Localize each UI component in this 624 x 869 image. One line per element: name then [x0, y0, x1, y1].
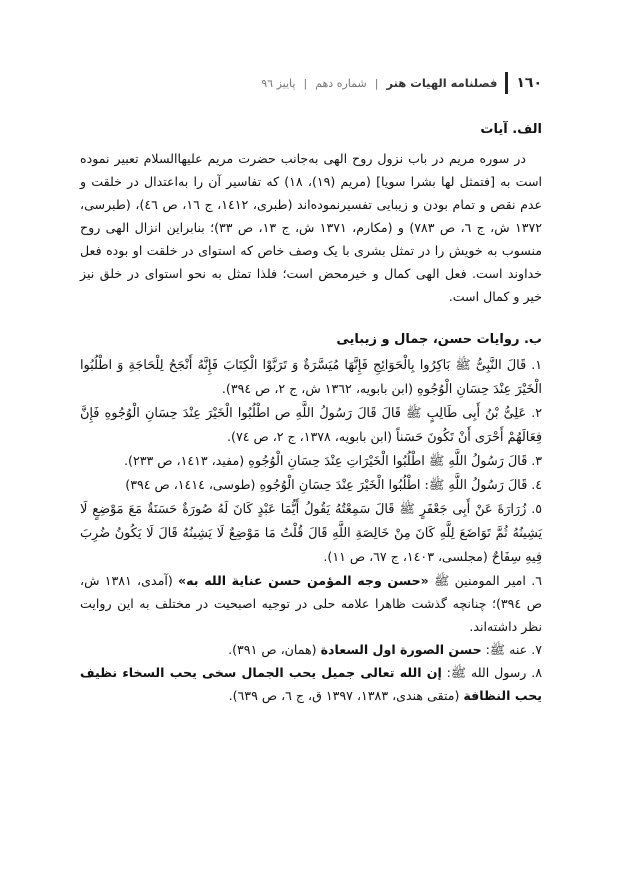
item-number: ٨.	[531, 665, 542, 680]
narrator: رسول الله ﷺ:	[441, 665, 527, 680]
narrator: امیر المومنین ﷺ	[428, 573, 526, 588]
hadith-quote: إن الله تعالی جمیل یحب الجمال سخی یحب السخاء نظیف یحب النظافة	[80, 665, 542, 703]
narration-item	[80, 353, 542, 401]
item-number: ١.	[531, 357, 542, 372]
arabic-hadith: عَلِیُّ بْنُ أَبِی طَالِبٍ ﷺ قَالَ قَالَ رَسُولُ اللَّهِ ص اطْلُبُوا الْخَیْرَ عِنْدَ حِسَانِ الْوُجُوهِ فَإِنَّ فِعَالَهُمْ أَحْرَی أَنْ تَکُونَ حَسَناً	[80, 406, 542, 445]
body-text	[80, 118, 542, 707]
item-number: ٤.	[531, 477, 542, 492]
header-separator: |	[303, 76, 308, 90]
item-number: ٢.	[531, 405, 542, 420]
verses-paragraph: در سوره مریم در باب نزول روح الهی به‌جانب حضرت مریم علیهاالسلام تعبیر نموده است به [فتمثل لها بشرا سویا] (مریم (١٩)، ١٨) که تفاسیر آن را به‌اعتدال در خلقت و عدم نقص و تمام بودن و زیبایی تفسیرنموده‌اند (طبری، ١٤١٢، ج ١٦، ص ٤٦)، (طبرسی، ١٣٧٢ ش، ج ٦، ص ٧٨٣) و (مکارم، ١٣٧١ ش، ج ١٣، ص ٣٣)؛ بنابراین انزال الهی روح منسوب به خویش را در تمثل بشری با یک وصف خاص که استوای در خلقت او بوده فعل خداوند است. فعل الهی کمال و خیرمحض است؛ فلذا تمثل به نحو استوای در خلق نیز خیر و کمال است.	[80, 151, 543, 304]
arabic-hadith: قَالَ النَّبِیُّ ﷺ بَاکِرُوا بِالْحَوَائِجِ فَإِنَّهَا مُیَسَّرَةٌ وَ تَرَبَّوْا الْکِتَابَ فَإِنَّهُ أَنْجَحُ لِلْحَاجَةِ وَ اطْلُبُوا الْخَیْرَ عِنْدَ حِسَانِ الْوُجُوهِ	[80, 358, 542, 397]
item-number: ٥.	[531, 501, 542, 516]
section-heading-verses: الف. آیات	[480, 122, 542, 137]
section-heading-narrations: ب. روایات حسن، جمال و زیبایی	[336, 332, 542, 347]
arabic-hadith: قَالَ رَسُولُ اللَّهِ ﷺ اطْلُبُوا الْخَیْرَاتِ عِنْدَ حِسَانِ الْوُجُوهِ	[248, 454, 528, 469]
hadith-quote: «حسن وجه المؤمن حسن عنایة الله به»	[178, 573, 429, 588]
citation: (همان، ص ٣٩١).	[228, 642, 321, 657]
narration-item	[80, 401, 542, 449]
narration-item	[80, 638, 542, 661]
header-divider	[505, 72, 508, 94]
header-separator: |	[374, 76, 379, 90]
page-number: ١٦٠	[516, 75, 542, 91]
item-number: ٣.	[531, 453, 542, 468]
narration-item	[80, 473, 542, 497]
citation: (طوسی، ١٤١٤، ص ٣٩٤)	[125, 477, 260, 492]
citation: (آمدی، ١٣٨١ ش، ص ٣٩٤)؛ چنانچه گذشت ظاهرا علامه حلی در توجیه اصبحیت در مختلف به این روایت نظر داشته‌اند.	[80, 573, 543, 634]
narration-item	[80, 449, 542, 473]
narration-item	[80, 661, 542, 707]
running-header	[82, 72, 542, 94]
journal-title: فصلنامه الهیات هنر	[386, 76, 498, 90]
issue-season: پاییز ٩٦	[261, 76, 296, 90]
item-number: ٧.	[531, 642, 542, 657]
arabic-hadith: قَالَ رَسُولُ اللَّهِ ﷺ: اطْلُبُوا الْخَیْرَ عِنْدَ حِسَانِ الْوُجُوهِ	[259, 478, 528, 493]
issue-number: شماره دهم	[315, 76, 367, 90]
hadith-quote: حسن الصورة اول السعادة	[320, 642, 482, 657]
narration-item	[80, 569, 542, 638]
narrator: عنه ﷺ:	[481, 642, 528, 657]
arabic-hadith: زُرَارَةَ عَنْ أَبِی جَعْفَرٍ ﷺ قَالَ سَمِعْتُهُ یَقُولُ أَیُّمَا عَبْدٍ کَانَ لَهُ صُورَةٌ حَسَنَةٌ مَعَ مَوْضِعٍ لَا یَشِینُهُ ثُمَّ تَوَاضَعَ لِلَّهِ کَانَ مِنْ خَالِصَةِ اللَّهِ قَالَ قُلْتُ مَا مَوْضِعٌ لَا یَشِینُهُ قَالَ لَا یَکُونُ ضُرِبَ فِیهِ سِفَاحٌ	[80, 502, 542, 565]
item-number: ٦.	[531, 573, 542, 588]
citation: (ابن بابویه، ١٣٦٢ ش، ج ٢، ص ٣٩٤).	[221, 381, 418, 396]
citation: (مفید، ١٤١٣، ص ٢٣٣).	[124, 453, 249, 468]
citation: (متقی هندی، ١٣٨٣، ١٣٩٧ ق، ج ٦، ص ٦٣٩).	[228, 688, 464, 703]
citation: (مجلسی، ١٤٠٣، ج ٦٧، ص ١١).	[323, 549, 492, 564]
citation: (ابن بابویه، ١٣٧٨، ج ٢، ص ٧٤).	[227, 429, 396, 444]
narration-item	[80, 497, 542, 569]
